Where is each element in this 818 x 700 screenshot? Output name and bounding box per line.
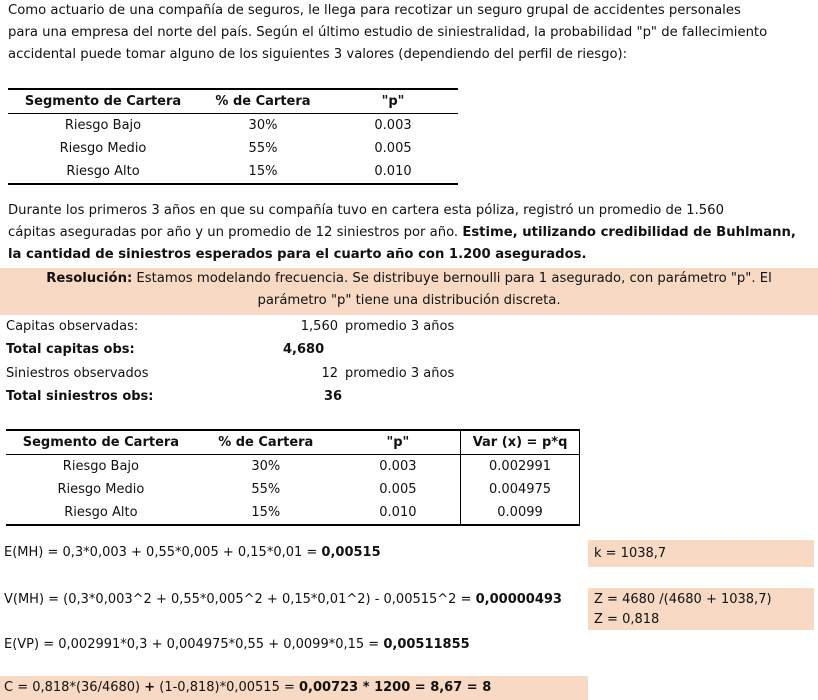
summary-note: promedio 3 años	[345, 366, 455, 381]
summary-label: Capitas observadas:	[6, 319, 139, 334]
problem-line-2	[8, 222, 814, 244]
resolution-text-1: Estamos modelando frecuencia. Se distribuye bernoulli para 1 asegurado, con parámetro "p". El	[132, 271, 772, 286]
vmh-result: 0,00000493	[475, 592, 562, 607]
cell: 0.010	[328, 160, 458, 184]
cell: 30%	[251, 459, 281, 474]
k-value: k = 1038,7	[594, 546, 667, 561]
cell: 0.0099	[461, 501, 580, 525]
problem-line-2-bold: Estime, utilizando credibilidad de Buhlmann,	[462, 225, 796, 240]
intro-line-2: para una empresa del norte del país. Según el último estudio de siniestralidad, la probabilidad "p" de fallecimiento	[8, 25, 768, 40]
emh-text: E(MH) = 0,3*0,003 + 0,55*0,005 + 0,15*0,01 =	[4, 545, 322, 560]
cell: 55%	[251, 482, 281, 497]
summary-value: 1,560	[300, 319, 338, 334]
cell: Riesgo Medio	[59, 141, 147, 156]
table-row	[8, 114, 458, 138]
c-result: 0,00723 * 1200 = 8,67 = 8	[299, 680, 492, 695]
c-plus: +	[144, 680, 156, 695]
cell: 0.005	[374, 141, 412, 156]
summary-value: 12	[321, 366, 338, 381]
risk-table-1	[8, 88, 458, 185]
problem-line-1: Durante los primeros 3 años en que su compañía tuvo en cartera esta póliza, registró un promedio de 1.560	[8, 203, 724, 218]
problem-line-2-text: cápitas aseguradas por año y un promedio de 12 siniestros por año.	[8, 225, 463, 240]
intro-paragraph	[8, 0, 814, 66]
resolution-band	[0, 268, 818, 315]
cell: 15%	[198, 160, 328, 184]
table-row	[8, 137, 458, 160]
intro-line-3: accidental puede tomar alguno de los siguientes 3 valores (dependiendo del perfil de riesgo):	[8, 47, 628, 62]
resolution-line-2: parámetro "p" tiene una distribución discreta.	[257, 293, 561, 308]
cell: 15%	[196, 501, 336, 525]
cell: 0.010	[336, 501, 461, 525]
intro-line-1: Como actuario de una compañía de seguros, le llega para recotizar un seguro grupal de accidentes personales	[8, 3, 741, 18]
cell: Riesgo Bajo	[64, 118, 142, 133]
c-text-2: (1-0,818)*0,00515 =	[155, 680, 300, 695]
table-header-row	[8, 89, 458, 114]
evp-result: 0,00511855	[383, 637, 470, 652]
header-p: "p"	[328, 89, 458, 114]
header-segmento: Segmento de Cartera	[6, 430, 196, 455]
cell: Riesgo Medio	[57, 482, 145, 497]
problem-line-3	[8, 244, 814, 266]
cell: Riesgo Bajo	[62, 459, 140, 474]
header-var: Var (x) = p*q	[461, 430, 580, 455]
header-cartera: % de Cartera	[196, 430, 336, 455]
cell: Riesgo Alto	[8, 160, 198, 184]
summary-label: Siniestros observados	[6, 366, 149, 381]
summary-label: Total capitas obs:	[6, 342, 135, 357]
evp-text: E(VP) = 0,002991*0,3 + 0,004975*0,55 + 0,0099*0,15 =	[4, 637, 384, 652]
header-segmento: Segmento de Cartera	[8, 89, 198, 114]
cell: 0.004975	[461, 478, 580, 501]
cell: 55%	[248, 141, 278, 156]
header-cartera: % de Cartera	[198, 89, 328, 114]
cell: 0.003	[379, 459, 417, 474]
table-header-row	[6, 430, 580, 455]
resolution-line-1	[0, 268, 818, 290]
z-formula: Z = 4680 /(4680 + 1038,7)	[594, 592, 772, 607]
summary-value: 4,680	[283, 342, 325, 357]
k-value-box	[588, 540, 814, 567]
z-value-box	[588, 588, 814, 630]
cell: 0.002991	[461, 455, 580, 479]
summary-label: Total siniestros obs:	[6, 389, 154, 404]
table-row	[8, 160, 458, 184]
cell: Riesgo Alto	[6, 501, 196, 525]
problem-paragraph	[8, 200, 814, 266]
vmh-text: V(MH) = (0,3*0,003^2 + 0,55*0,005^2 + 0,15*0,01^2) - 0,00515^2 =	[4, 592, 476, 607]
resolution-label: Resolución:	[46, 271, 133, 286]
cell: 0.005	[379, 482, 417, 497]
c-text-1: C = 0,818*(36/4680)	[4, 680, 145, 695]
evp-calc	[4, 637, 470, 652]
table-row	[6, 478, 580, 501]
cell: 30%	[248, 118, 278, 133]
summary-value: 36	[324, 389, 343, 404]
summary-note: promedio 3 años	[345, 319, 455, 334]
emh-result: 0,00515	[321, 545, 381, 560]
problem-line-3-bold: la cantidad de siniestros esperados para el cuarto año con 1.200 asegurados.	[8, 247, 587, 262]
cell: 0.003	[374, 118, 412, 133]
z-result: Z = 0,818	[594, 612, 660, 627]
table-row	[6, 455, 580, 479]
risk-table-2	[6, 429, 580, 526]
emh-calc	[4, 545, 381, 560]
header-p: "p"	[336, 430, 461, 455]
vmh-calc	[4, 592, 562, 607]
table-row	[6, 501, 580, 525]
credibility-calc	[4, 680, 491, 695]
